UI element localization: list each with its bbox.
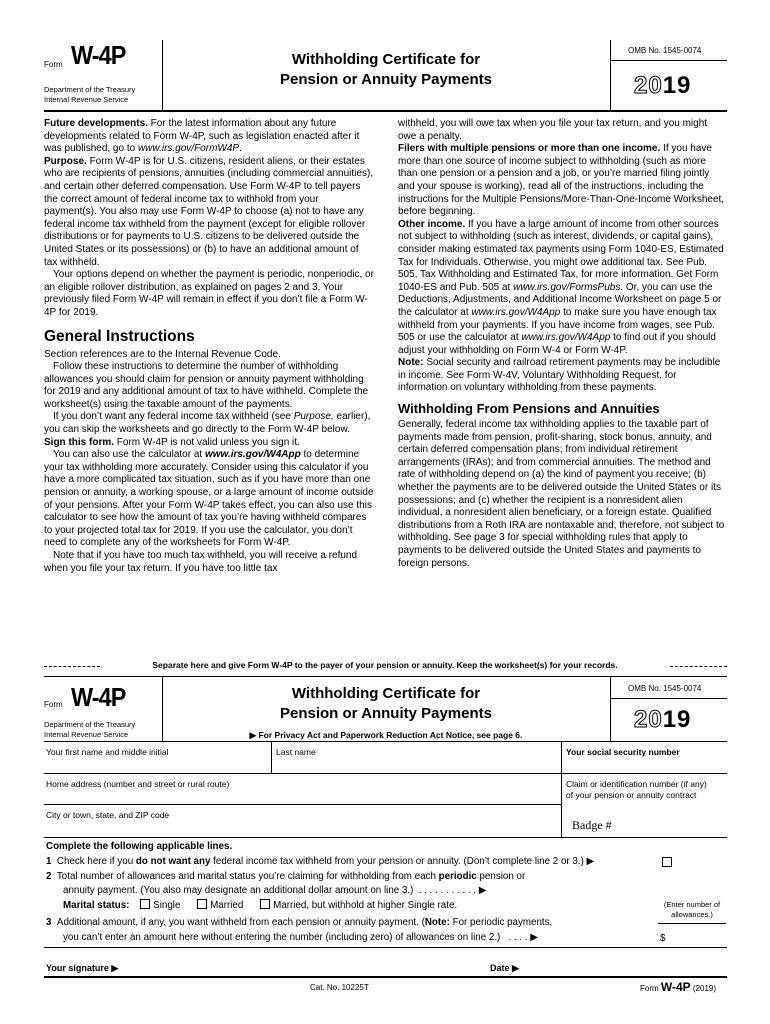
continued-text: withheld, you will owe tax when you file your tax return, and you might owe a penalty. (398, 118, 708, 142)
omb-number: OMB No. 1545-0074 (628, 46, 702, 55)
marital-status-row: Marital status: Single Married Married, but withhold at higher Single rate. (63, 900, 458, 911)
irs-link[interactable]: www.irs.gov/FormW4P (137, 143, 240, 155)
single-checkbox[interactable] (140, 899, 150, 909)
options-paragraph: Your options depend on whether the payment is periodic, nonperiodic, or an eligible rollover distribution, as explained on pages 2 and 3. Your previously filed Form W-4P will remain in effect if you don’t file a Form W-4P for 2019. (44, 269, 374, 318)
married-label: Married (210, 900, 244, 911)
note-ss-paragraph: Note: Social security and railroad retirement payments may be includible in income. See Form W-4V, Voluntary Withholding Request, for information on voluntary withholding from these payments. (398, 357, 721, 394)
allowances-field[interactable] (658, 884, 726, 898)
formspubs-link[interactable]: www.irs.gov/FormsPubs (513, 281, 621, 293)
ssn-field[interactable] (562, 758, 727, 773)
withholding-pensions-heading: Withholding From Pensions and Annuities (398, 401, 660, 417)
signature-field[interactable] (122, 960, 482, 974)
catalog-number: Cat. No. 10225T (310, 983, 369, 992)
future-developments: Future developments. For the latest information about any future developments related to Form W-4P, such as legislation enacted after it was published, go to www.irs.gov/FormW4P. (44, 118, 360, 155)
form-word: Form (44, 60, 63, 69)
top-form-title (162, 50, 610, 90)
footer-form-id: Form W-4P (2019) (640, 980, 717, 994)
bottom-form-title: Withholding Certificate for Pension or Annuity Payments (280, 685, 492, 722)
privacy-notice: ▶ For Privacy Act and Paperwork Reduction Act Notice, see page 6. (249, 730, 523, 740)
w4app-link[interactable]: www.irs.gov/W4App (204, 449, 301, 461)
line-1: 1 Check here if you do not want any federal income tax withheld from your pension or annuity. (Don’t complete line 2 or 3.) ▶ (46, 856, 595, 867)
left-column (44, 118, 374, 575)
form-number: W-4P (71, 682, 126, 712)
date-field[interactable] (522, 960, 727, 974)
bottom-department-label: Department of the Treasury Internal Revenue Service (44, 720, 136, 739)
last-name-label: Last name (276, 747, 316, 757)
separator-instruction: Separate here and give Form W-4P to the payer of your pension or annuity. Keep the worksheet(s) for your records. (152, 660, 618, 670)
complete-lines-heading: Complete the following applicable lines. (46, 841, 233, 852)
withholding-pensions-paragraph: Generally, federal income tax withholding applies to the taxable part of payments made from pension, profit-sharing, stock bonus, annuity, and certain deferred compensation plans; from individual retirement arrangements (IRAs); and from commercial annuities. The method and rate of withholding depend on (a) the kind of payment you receive; (b) whether the payments are to be delivered outside the United States or its possessions; and (c) whether the recipient is a nonresident alien individual, a nonresident alien beneficiary, or a foreign estate. Qualified distributions from a Roth IRA are nontaxable and, therefore, not subject to withholding. See page 3 for special withholding rules that apply to payments to be delivered outside the United States and payments to foreign persons. (398, 419, 725, 569)
line-2: 2 Total number of allowances and marital status you’re claiming for withholding from each periodic pension or (46, 871, 526, 882)
line-3-cont: you can’t enter an amount here without entering the number (including zero) of allowances on line 2.) . . . . ▶ (63, 932, 538, 943)
tax-year (634, 72, 691, 100)
w4app-link-3[interactable]: www.irs.gov/W4App (521, 332, 611, 344)
title-line1: Withholding Certificate for (291, 51, 481, 68)
section-references: Section references are to the Internal Revenue Code. (44, 348, 281, 360)
bottom-omb-number: OMB No. 1545-0074 (628, 684, 702, 693)
no-withholding-paragraph: If you don’t want any federal income tax withheld (see Purpose, earlier), you can skip the worksheets and go directly to the Form W-4P below. (44, 411, 371, 436)
purpose-paragraph: Purpose. Form W-4P is for U.S. citizens, resident aliens, or their estates who are recipients of pensions, annuities (including commercial annuities), and certain other deferred compensation. Use Form W-4P to tell payers the correct amount of federal income tax to withhold from your payment(s). You also may use Form W-4P to choose (a) not to have any federal income tax withheld from the payment (except for eligible rollover distributions or for payments to U.S. citizens to be delivered outside the United States or its possessions) or (b) to have an additional amount of tax withheld. (44, 155, 374, 268)
dept-line1: Department of the Treasury (44, 85, 136, 94)
address-field[interactable] (44, 790, 560, 804)
single-label: Single (153, 900, 181, 911)
claim-number-label: Claim or identification number (if any) of your pension or annuity contract (566, 779, 707, 800)
form-number: W-4P (71, 40, 126, 70)
bottom-form-id (44, 682, 164, 716)
address-label: Home address (number and street or rural route) (46, 779, 230, 789)
first-name-field[interactable] (44, 758, 271, 773)
line-2-cont: annuity payment. (You also may designate an additional dollar amount on line 3.) . . . . . . . . . . . ▶ (63, 885, 487, 896)
bottom-tax-year: 2019 (634, 706, 692, 733)
year-suffix: 19 (662, 72, 692, 99)
claim-number-field[interactable]: Badge # (572, 818, 612, 832)
signature-label: Your signature ▶ (46, 963, 119, 973)
other-income-paragraph: Other income. If you have a large amount of income from other sources not subject to withholding (such as interest, dividends, or capital gains), consider making estimated tax payments using Form 1040-ES, Estimated Tax for Individuals. Otherwise, you might owe additional tax. See Pub. 505, Tax Withholding and Estimated Tax, for more information. Get Form 1040-ES and Pub. 505 at www.irs.gov/FormsPubs. Or, you can use the Deductions, Adjustments, and Additional Income Worksheet on page 5 or the calculator at www.irs.gov/W4App to make sure you have enough tax withheld from your payments. If you have income from wages, see Pub. 505 or use the calculator at www.irs.gov/W4App to find out if you should adjust your withholding on Form W-4 or Form W-4P. (398, 218, 724, 356)
filers-paragraph: Filers with multiple pensions or more than one income. If you have more than one source of income subject to withholding (such as more than one pension or a pension and a job, or you’re married filing jointly and your spouse is working), read all of the instructions, including the instructions for the Multiple Pensions/More-Than-One-Income Worksheet, before beginning. (398, 143, 725, 218)
follow-paragraph: Follow these instructions to determine the number of withholding allowances you should claim for pension or annuity payment withholding for 2019 and any additional amount of tax to have withheld. Complete the worksheet(s) using the taxable amount of the payments. (44, 361, 369, 410)
dollar-sign: $ (660, 933, 666, 944)
city-label: City or town, state, and ZIP code (46, 810, 170, 820)
no-withholding-checkbox[interactable] (662, 857, 672, 867)
general-instructions-heading: General Instructions (44, 327, 195, 345)
calculator-paragraph: You can also use the calculator at www.irs.gov/W4App to determine your tax withholding more accurately. Consider using this calculator if you have a more complicated tax situation, such as if you have more than one pension or annuity, a working spouse, or a large amount of income outside of your pensions. After your Form W-4P takes effect, you can also use this calculator to see how the amount of tax you’re having withheld compares to your projected total tax for 2019. If you use the calculator, you don’t need to complete any of the worksheets for Form W-4P. (44, 449, 374, 549)
top-form-id (44, 42, 164, 82)
department-label (44, 85, 135, 105)
married-checkbox[interactable] (197, 899, 207, 909)
first-name-label: Your first name and middle initial (46, 747, 169, 757)
dept-line2: Internal Revenue Service (44, 95, 129, 104)
line-3: 3 Additional amount, if any, you want withheld from each pension or annuity payment. (Note: For periodic payments, (46, 917, 553, 928)
additional-amount-field[interactable] (668, 932, 726, 945)
w4app-link-2[interactable]: www.irs.gov/W4App (471, 306, 561, 318)
year-prefix: 20 (634, 72, 663, 99)
note-paragraph: Note that if you have too much tax withheld, you will receive a refund when you file your tax return. If you have too little tax (44, 550, 358, 574)
title-line2: Pension or Annuity Payments (280, 71, 492, 88)
sign-paragraph: Sign this form. Form W-4P is not valid unless you sign it. (44, 436, 300, 448)
city-field[interactable] (44, 821, 560, 837)
married-higher-checkbox[interactable] (260, 899, 270, 909)
enter-allowances-note: (Enter number of allowances.) (663, 900, 721, 919)
top-header (0, 0, 770, 112)
married-higher-label: Married, but withhold at higher Single rate. (273, 900, 458, 911)
last-name-field[interactable] (272, 758, 560, 773)
right-column (398, 118, 728, 570)
date-label: Date ▶ (490, 963, 519, 973)
ssn-label: Your social security number (566, 747, 680, 757)
form-word: Form (44, 700, 63, 709)
